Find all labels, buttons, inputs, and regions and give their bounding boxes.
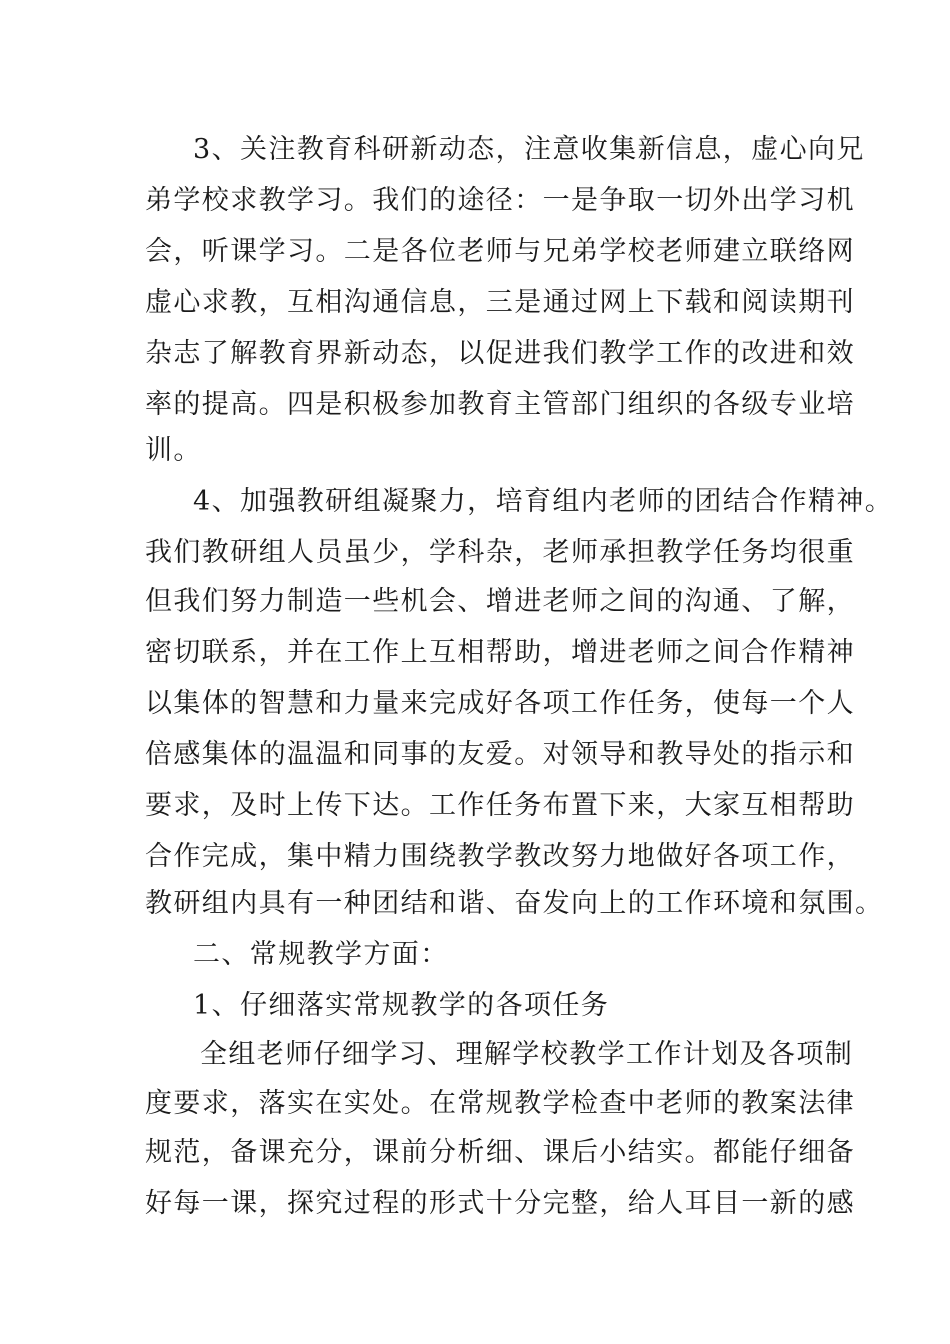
paragraph-3-line-1: 3、关注教育科研新动态，注意收集新信息，虚心向兄 — [193, 134, 865, 165]
paragraph-3-line-7: 训。 — [145, 435, 202, 466]
paragraph-5-line-2: 度要求，落实在实处。在常规教学检查中老师的教案法律 — [145, 1088, 855, 1119]
paragraph-5-line-4: 好每一课，探究过程的形式十分完整，给人耳目一新的感 — [145, 1188, 855, 1219]
paragraph-4-line-4: 密切联系，并在工作上互相帮助，增进老师之间合作精神 — [145, 637, 855, 668]
paragraph-4-line-7: 要求，及时上传下达。工作任务布置下来，大家互相帮助 — [145, 790, 855, 821]
paragraph-3-line-6: 率的提高。四是积极参加教育主管部门组织的各级专业培 — [145, 389, 855, 420]
paragraph-3-line-4: 虚心求教，互相沟通信息，三是通过网上下载和阅读期刊 — [145, 287, 855, 318]
paragraph-5-line-1: 全组老师仔细学习、理解学校教学工作计划及各项制 — [200, 1039, 854, 1070]
paragraph-4-line-9: 教研组内具有一种团结和谐、奋发向上的工作环境和氛围。 — [145, 888, 884, 919]
subsection-heading: 1、仔细落实常规教学的各项任务 — [193, 990, 610, 1021]
paragraph-4-line-8: 合作完成，集中精力围绕教学教改努力地做好各项工作， — [145, 841, 855, 872]
section-heading: 二、常规教学方面： — [193, 939, 449, 970]
paragraph-4-line-5: 以集体的智慧和力量来完成好各项工作任务，使每一个人 — [145, 688, 855, 719]
paragraph-3-line-3: 会，听课学习。二是各位老师与兄弟学校老师建立联络网 — [145, 236, 855, 267]
paragraph-4-line-3: 但我们努力制造一些机会、增进老师之间的沟通、了解， — [145, 586, 855, 617]
paragraph-4-line-6: 倍感集体的温温和同事的友爱。对领导和教导处的指示和 — [145, 739, 855, 770]
paragraph-4-line-2: 我们教研组人员虽少，学科杂，老师承担教学任务均很重 — [145, 537, 855, 568]
paragraph-3-line-2: 弟学校求教学习。我们的途径：一是争取一切外出学习机 — [145, 185, 855, 216]
paragraph-4-line-1: 4、加强教研组凝聚力，培育组内老师的团结合作精神。 — [193, 486, 894, 517]
paragraph-3-line-5: 杂志了解教育界新动态，以促进我们教学工作的改进和效 — [145, 338, 855, 369]
paragraph-5-line-3: 规范，备课充分，课前分析细、课后小结实。都能仔细备 — [145, 1137, 855, 1168]
